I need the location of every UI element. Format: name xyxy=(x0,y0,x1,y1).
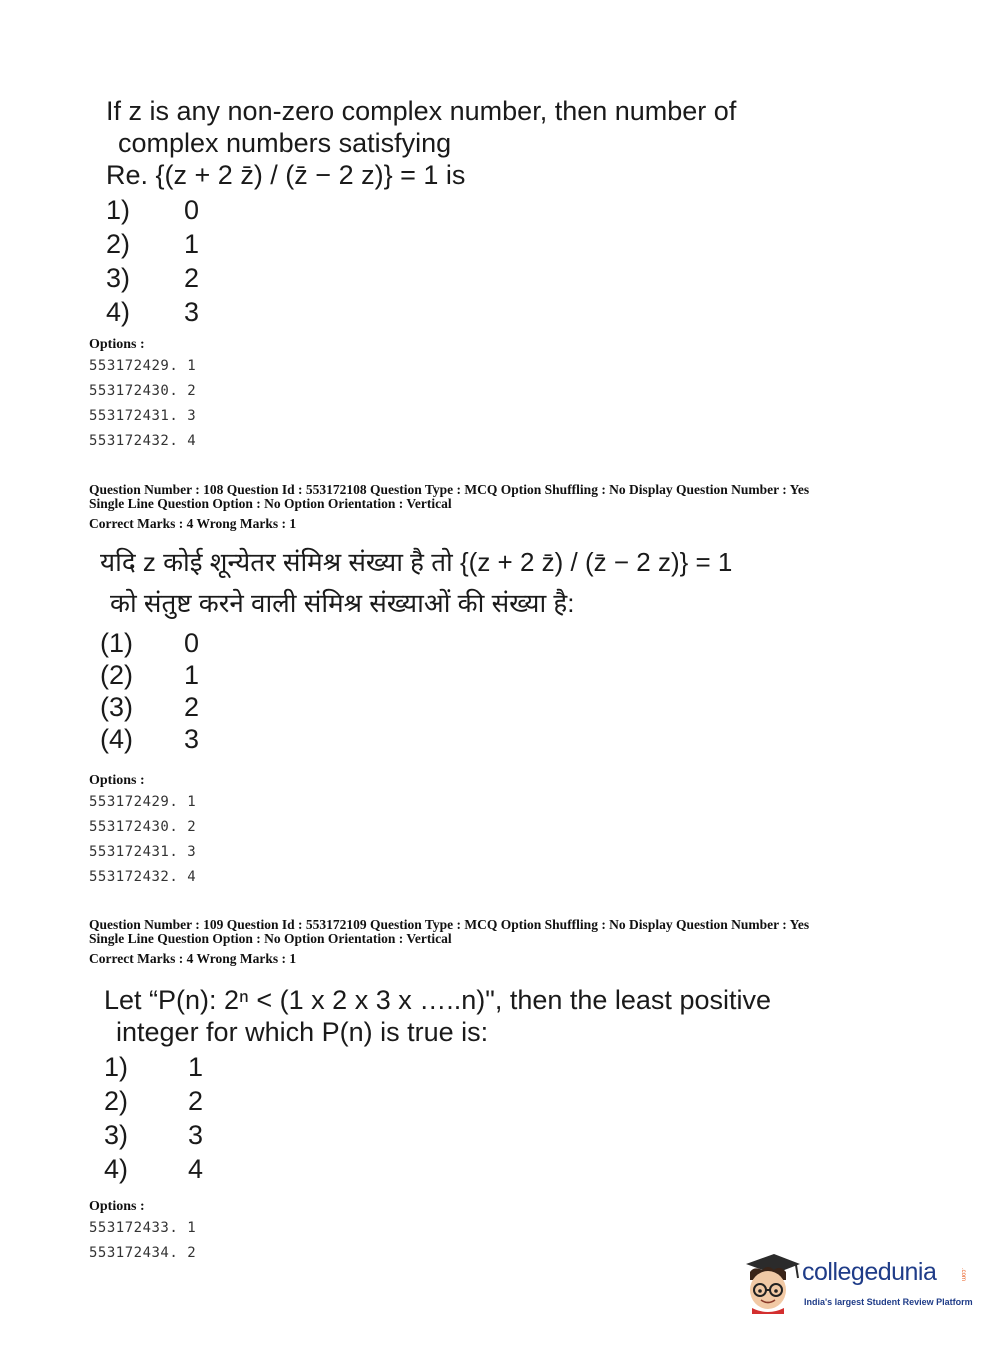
question-meta: Question Number : 109 Question Id : 553172109 Question Type : MCQ Option Shuffling : No Display Question Number : Yes xyxy=(89,917,810,932)
choice-item: 1) 1 xyxy=(104,1052,204,1082)
option-id: 553172432. 4 xyxy=(89,869,197,885)
choice-item: (4) 3 xyxy=(100,724,200,754)
choice-list xyxy=(104,1050,771,1186)
question-equation: Re. {(z + 2 z̄) / (z̄ − 2 z)} = 1 is xyxy=(106,160,466,190)
option-id: 553172433. 1 xyxy=(89,1220,197,1236)
question-text-line: complex numbers satisfying xyxy=(118,128,452,158)
choice-item: 4) 4 xyxy=(104,1154,204,1184)
choice-item: 3) 2 xyxy=(106,263,200,293)
option-id: 553172429. 1 xyxy=(89,358,197,374)
options-heading: Options : xyxy=(89,337,145,352)
question-marks: Correct Marks : 4 Wrong Marks : 1 xyxy=(89,951,297,966)
options-heading: Options : xyxy=(89,1199,145,1214)
choice-item: 3) 3 xyxy=(104,1120,204,1150)
question-107 xyxy=(106,95,736,329)
brand-tagline: India's largest Student Review Platform xyxy=(804,1297,973,1307)
choice-list xyxy=(106,193,736,329)
option-id: 553172430. 2 xyxy=(89,383,197,399)
choice-item: 1) 0 xyxy=(106,195,200,225)
choice-item: 2) 1 xyxy=(106,229,200,259)
option-id: 553172432. 4 xyxy=(89,433,197,449)
question-text-line: If z is any non-zero complex number, then number of xyxy=(106,96,737,126)
choice-item: 2) 2 xyxy=(104,1086,204,1116)
option-id: 553172431. 3 xyxy=(89,408,197,424)
question-meta: Single Line Question Option : No Option Orientation : Vertical xyxy=(89,931,452,946)
mascot-icon xyxy=(740,1250,802,1316)
question-text-line: Let “P(n): 2ⁿ < (1 x 2 x 3 x …..n)", then the least positive xyxy=(104,985,771,1015)
question-text-line: यदि z कोई शून्येतर संमिश्र संख्या है तो {(z + 2 z̄) / (z̄ − 2 z)} = 1 xyxy=(100,547,733,577)
question-109 xyxy=(104,984,771,1186)
question-text-line: को संतुष्ट करने वाली संमिश्र संख्याओं की संख्या है: xyxy=(110,588,575,618)
choice-list xyxy=(100,627,732,755)
choice-item: 4) 3 xyxy=(106,297,200,327)
option-id: 553172430. 2 xyxy=(89,819,197,835)
choice-item: (3) 2 xyxy=(100,692,200,722)
choice-item: (1) 0 xyxy=(100,628,200,658)
brand-name: collegedunia xyxy=(802,1258,937,1286)
question-text-line: integer for which P(n) is true is: xyxy=(116,1017,489,1047)
choice-item: (2) 1 xyxy=(100,660,200,690)
option-id: 553172429. 1 xyxy=(89,794,197,810)
option-id: 553172431. 3 xyxy=(89,844,197,860)
question-marks: Correct Marks : 4 Wrong Marks : 1 xyxy=(89,516,297,531)
collegedunia-logo xyxy=(740,1250,973,1320)
options-heading: Options : xyxy=(89,773,145,788)
option-id: 553172434. 2 xyxy=(89,1245,197,1261)
question-108 xyxy=(100,543,732,755)
question-meta: Question Number : 108 Question Id : 553172108 Question Type : MCQ Option Shuffling : No Display Question Number : Yes xyxy=(89,482,810,497)
question-meta: Single Line Question Option : No Option Orientation : Vertical xyxy=(89,496,452,511)
brand-domain: .com xyxy=(960,1268,966,1282)
